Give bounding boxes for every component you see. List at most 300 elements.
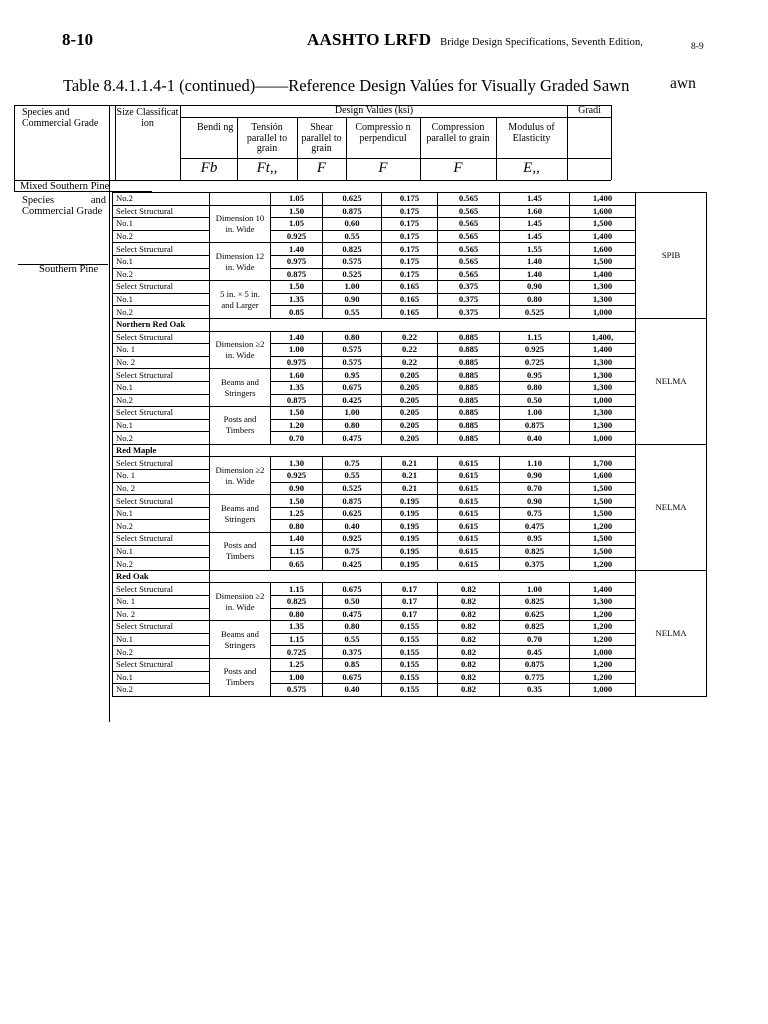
value-cell: 1.00 <box>323 281 382 294</box>
table-row <box>113 457 707 470</box>
value-cell: 1.05 <box>271 193 323 206</box>
value-cell: 0.40 <box>500 432 570 445</box>
value-cell: 1.20 <box>271 419 323 432</box>
value-cell: 0.615 <box>438 457 500 470</box>
value-cell: 0.375 <box>438 293 500 306</box>
value-cell: 0.525 <box>323 268 382 281</box>
header-design-values: Design Valúes (ksi) <box>334 105 414 116</box>
value-cell: 1.50 <box>271 407 323 420</box>
header-bending: Bendi ng <box>197 122 234 133</box>
grade-cell: No.2 <box>113 684 210 697</box>
value-cell: 1.00 <box>271 671 323 684</box>
size-classification <box>210 193 271 206</box>
symbol-e: E,, <box>523 160 540 176</box>
grading-agency: SPIB <box>636 193 707 319</box>
value-cell: 0.875 <box>323 495 382 508</box>
size-classification: Posts and Timbers <box>210 533 271 571</box>
value-cell: 1.00 <box>500 583 570 596</box>
value-cell: 1,500 <box>570 533 636 546</box>
grading-agency: NELMA <box>636 318 707 444</box>
value-cell: 0.82 <box>438 583 500 596</box>
grade-cell: No.2 <box>113 558 210 571</box>
value-cell: 1,200 <box>570 558 636 571</box>
value-cell: 0.875 <box>271 394 323 407</box>
value-cell: 1,500 <box>570 507 636 520</box>
value-cell: 0.925 <box>323 533 382 546</box>
value-cell: 1,500 <box>570 495 636 508</box>
grade-cell: No.2 <box>113 432 210 445</box>
grade-cell: No.2 <box>113 306 210 319</box>
grade-cell: Select Structural <box>113 407 210 420</box>
table-row <box>113 268 707 281</box>
table-row <box>113 633 707 646</box>
species-section-name: Northern Red Oak <box>113 318 210 331</box>
value-cell: 1,000 <box>570 394 636 407</box>
value-cell: 1.25 <box>271 658 323 671</box>
value-cell: 0.885 <box>438 419 500 432</box>
header-comp-perp: Compressio n perpendicul <box>355 122 411 144</box>
value-cell: 0.195 <box>382 533 438 546</box>
value-cell: 1.10 <box>500 457 570 470</box>
value-cell: 0.575 <box>323 255 382 268</box>
value-cell: 0.525 <box>323 482 382 495</box>
grade-cell: No. 1 <box>113 596 210 609</box>
value-cell: 1,300 <box>570 407 636 420</box>
value-cell: 1.45 <box>500 218 570 231</box>
value-cell: 0.175 <box>382 205 438 218</box>
value-cell: 0.40 <box>323 520 382 533</box>
table-row <box>113 419 707 432</box>
value-cell: 0.675 <box>323 583 382 596</box>
grade-cell: No. 2 <box>113 356 210 369</box>
value-cell: 1,000 <box>570 306 636 319</box>
table-row <box>113 545 707 558</box>
value-cell: 0.80 <box>500 381 570 394</box>
value-cell: 0.825 <box>500 621 570 634</box>
value-cell: 1,200 <box>570 671 636 684</box>
table-row <box>113 407 707 420</box>
value-cell: 0.165 <box>382 293 438 306</box>
value-cell: 0.615 <box>438 545 500 558</box>
value-cell: 1,700 <box>570 457 636 470</box>
value-cell: 0.80 <box>323 621 382 634</box>
value-cell: 0.45 <box>500 646 570 659</box>
value-cell: 0.22 <box>382 331 438 344</box>
value-cell: 0.885 <box>438 344 500 357</box>
size-classification: Posts and Timbers <box>210 658 271 696</box>
value-cell: 1.15 <box>500 331 570 344</box>
value-cell: 0.885 <box>438 356 500 369</box>
table-row <box>113 344 707 357</box>
size-classification: Posts and Timbers <box>210 407 271 445</box>
size-classification: Beams and Stringers <box>210 369 271 407</box>
value-cell: 1,600 <box>570 470 636 483</box>
grade-cell: Select Structural <box>113 583 210 596</box>
value-cell: 1.30 <box>271 457 323 470</box>
grade-cell: No.2 <box>113 394 210 407</box>
value-cell: 0.375 <box>323 646 382 659</box>
species-section-name: Red Maple <box>113 444 210 457</box>
value-cell: 0.40 <box>323 684 382 697</box>
grade-cell: Select Structural <box>113 331 210 344</box>
species-repeat-label: Species and Commercial Grade <box>22 195 106 217</box>
value-cell: 1,400 <box>570 583 636 596</box>
value-cell: 0.195 <box>382 507 438 520</box>
value-cell: 1.50 <box>271 281 323 294</box>
table-caption: Table 8.4.1.1.4-1 (continued)——Reference Design Valúes for Visually Graded Sawn <box>63 76 630 95</box>
grade-cell: No.1 <box>113 671 210 684</box>
value-cell: 1.15 <box>271 545 323 558</box>
value-cell: 0.205 <box>382 407 438 420</box>
value-cell: 1.35 <box>271 381 323 394</box>
value-cell: 1,000 <box>570 646 636 659</box>
grading-agency: NELMA <box>636 444 707 570</box>
grade-cell: No. 2 <box>113 482 210 495</box>
value-cell: 0.725 <box>271 646 323 659</box>
page-number-left: 8-10 <box>62 30 94 49</box>
value-cell: 0.205 <box>382 394 438 407</box>
value-cell: 0.625 <box>500 608 570 621</box>
value-cell: 0.90 <box>500 495 570 508</box>
header-left-border <box>14 105 15 192</box>
species-section-row <box>113 570 707 583</box>
header-species: Species and Commercial Grade <box>22 107 99 129</box>
value-cell: 0.175 <box>382 193 438 206</box>
value-cell: 0.90 <box>323 293 382 306</box>
header-size: Size Classificat ion <box>116 107 179 129</box>
value-cell: 0.615 <box>438 507 500 520</box>
value-cell: 0.165 <box>382 306 438 319</box>
value-cell: 0.21 <box>382 457 438 470</box>
grade-cell: No.1 <box>113 633 210 646</box>
value-cell: 0.195 <box>382 495 438 508</box>
value-cell: 1,000 <box>570 432 636 445</box>
table-row <box>113 243 707 256</box>
value-cell: 0.425 <box>323 558 382 571</box>
value-cell: 0.615 <box>438 533 500 546</box>
value-cell: 0.375 <box>438 306 500 319</box>
table-row <box>113 306 707 319</box>
table-row <box>113 394 707 407</box>
value-cell: 0.55 <box>323 230 382 243</box>
size-classification: Beams and Stringers <box>210 495 271 533</box>
value-cell: 1.00 <box>323 407 382 420</box>
symbol-ft: Ft,, <box>256 160 278 176</box>
left-margin-rule <box>109 105 110 722</box>
value-cell: 0.50 <box>500 394 570 407</box>
value-cell: 0.875 <box>271 268 323 281</box>
value-cell: 1,300 <box>570 596 636 609</box>
value-cell: 1,400, <box>570 331 636 344</box>
value-cell: 0.155 <box>382 671 438 684</box>
grade-cell: No.1 <box>113 255 210 268</box>
value-cell: 0.375 <box>438 281 500 294</box>
value-cell: 0.875 <box>500 658 570 671</box>
value-cell: 1,400 <box>570 230 636 243</box>
size-classification: Dimension ≥2 in. Wide <box>210 457 271 495</box>
value-cell: 1,200 <box>570 658 636 671</box>
value-cell: 0.90 <box>500 281 570 294</box>
value-cell: 0.825 <box>271 596 323 609</box>
species-section-name: Red Oak <box>113 570 210 583</box>
value-cell: 0.35 <box>500 684 570 697</box>
value-cell: 0.195 <box>382 545 438 558</box>
table-row <box>113 558 707 571</box>
grade-cell: No.1 <box>113 507 210 520</box>
value-cell: 0.565 <box>438 268 500 281</box>
table-row <box>113 281 707 294</box>
value-cell: 0.565 <box>438 218 500 231</box>
size-classification: Dimension ≥2 in. Wide <box>210 331 271 369</box>
table-row <box>113 658 707 671</box>
value-cell: 1,300 <box>570 419 636 432</box>
header-shear: Shear parallel to grain <box>301 122 342 154</box>
value-cell: 1,300 <box>570 356 636 369</box>
value-cell: 0.615 <box>438 495 500 508</box>
value-cell: 1,300 <box>570 293 636 306</box>
value-cell: 0.675 <box>323 671 382 684</box>
grade-cell: No.1 <box>113 419 210 432</box>
value-cell: 0.90 <box>271 482 323 495</box>
value-cell: 0.85 <box>271 306 323 319</box>
grade-cell: Select Structural <box>113 243 210 256</box>
table-row <box>113 495 707 508</box>
value-cell: 1,300 <box>570 381 636 394</box>
value-cell: 1.60 <box>271 369 323 382</box>
caption-overflow: awn <box>670 75 696 92</box>
value-cell: 0.575 <box>323 356 382 369</box>
value-cell: 1,500 <box>570 255 636 268</box>
design-values-table <box>112 192 707 697</box>
value-cell: 0.825 <box>500 545 570 558</box>
value-cell: 0.75 <box>323 545 382 558</box>
value-cell: 0.925 <box>271 230 323 243</box>
value-cell: 0.17 <box>382 583 438 596</box>
value-cell: 0.565 <box>438 205 500 218</box>
value-cell: 1,200 <box>570 608 636 621</box>
header-modulus: Modulus of Elasticity <box>508 122 555 144</box>
grade-cell: No.2 <box>113 193 210 206</box>
header-comp-par: Compression parallel to grain <box>426 122 490 144</box>
size-classification: Beams and Stringers <box>210 621 271 659</box>
value-cell: 0.615 <box>438 470 500 483</box>
value-cell: 0.205 <box>382 432 438 445</box>
value-cell: 0.95 <box>500 533 570 546</box>
symbol-fc: F <box>453 160 463 176</box>
value-cell: 1.45 <box>500 230 570 243</box>
page-number-right: 8-9 <box>691 42 704 52</box>
table-row <box>113 608 707 621</box>
value-cell: 0.775 <box>500 671 570 684</box>
grade-cell: No. 1 <box>113 470 210 483</box>
value-cell: 0.155 <box>382 658 438 671</box>
grade-cell: No.2 <box>113 230 210 243</box>
value-cell: 0.17 <box>382 608 438 621</box>
value-cell: 0.525 <box>500 306 570 319</box>
value-cell: 0.75 <box>323 457 382 470</box>
value-cell: 0.195 <box>382 558 438 571</box>
table-row <box>113 482 707 495</box>
value-cell: 0.975 <box>271 356 323 369</box>
value-cell: 0.175 <box>382 218 438 231</box>
running-title <box>307 30 643 50</box>
value-cell: 0.55 <box>323 633 382 646</box>
empty-cell <box>210 444 636 457</box>
value-cell: 0.22 <box>382 344 438 357</box>
value-cell: 1.25 <box>271 507 323 520</box>
value-cell: 0.80 <box>323 419 382 432</box>
value-cell: 0.885 <box>438 381 500 394</box>
size-classification: Dimension ≥2 in. Wide <box>210 583 271 621</box>
table-row <box>113 193 707 206</box>
grade-cell: No.1 <box>113 545 210 558</box>
table-row <box>113 684 707 697</box>
value-cell: 1.50 <box>271 495 323 508</box>
table-row <box>113 369 707 382</box>
value-cell: 1,300 <box>570 369 636 382</box>
value-cell: 1,000 <box>570 684 636 697</box>
grade-cell: No. 1 <box>113 344 210 357</box>
value-cell: 0.475 <box>323 608 382 621</box>
table-row <box>113 432 707 445</box>
value-cell: 0.175 <box>382 268 438 281</box>
grading-agency: NELMA <box>636 570 707 696</box>
header-grading: Gradi <box>578 105 601 116</box>
value-cell: 0.565 <box>438 230 500 243</box>
value-cell: 0.70 <box>271 432 323 445</box>
table-row <box>113 671 707 684</box>
value-cell: 0.975 <box>271 255 323 268</box>
grade-cell: No. 2 <box>113 608 210 621</box>
symbol-fv: F <box>316 160 327 176</box>
value-cell: 0.615 <box>438 520 500 533</box>
table-row <box>113 218 707 231</box>
value-cell: 0.82 <box>438 646 500 659</box>
value-cell: 1.15 <box>271 633 323 646</box>
southern-pine-label: Southern Pine <box>39 264 99 275</box>
value-cell: 0.825 <box>323 243 382 256</box>
value-cell: 0.80 <box>500 293 570 306</box>
table-row <box>113 533 707 546</box>
header-symbol-rule <box>180 158 611 159</box>
value-cell: 1.50 <box>271 205 323 218</box>
value-cell: 0.625 <box>323 507 382 520</box>
value-cell: 1,300 <box>570 281 636 294</box>
grade-cell: Select Structural <box>113 621 210 634</box>
value-cell: 0.17 <box>382 596 438 609</box>
value-cell: 0.885 <box>438 394 500 407</box>
value-cell: 1.55 <box>500 243 570 256</box>
value-cell: 0.55 <box>323 470 382 483</box>
grade-cell: No.1 <box>113 218 210 231</box>
value-cell: 0.205 <box>382 369 438 382</box>
value-cell: 0.625 <box>323 193 382 206</box>
value-cell: 1,200 <box>570 520 636 533</box>
value-cell: 0.885 <box>438 331 500 344</box>
value-cell: 0.155 <box>382 621 438 634</box>
value-cell: 1.45 <box>500 193 570 206</box>
value-cell: 1.40 <box>271 331 323 344</box>
grade-cell: Select Structural <box>113 457 210 470</box>
value-cell: 1,600 <box>570 205 636 218</box>
value-cell: 0.82 <box>438 621 500 634</box>
value-cell: 0.82 <box>438 671 500 684</box>
value-cell: 1,400 <box>570 268 636 281</box>
value-cell: 0.175 <box>382 230 438 243</box>
value-cell: 0.80 <box>271 608 323 621</box>
grade-cell: Select Structural <box>113 369 210 382</box>
table-row <box>113 621 707 634</box>
value-cell: 0.60 <box>323 218 382 231</box>
value-cell: 1.05 <box>271 218 323 231</box>
value-cell: 0.55 <box>323 306 382 319</box>
size-classification: Dimension 12 in. Wide <box>210 243 271 281</box>
empty-cell <box>210 570 636 583</box>
table-row <box>113 583 707 596</box>
value-cell: 0.82 <box>438 633 500 646</box>
header-right-border <box>611 105 612 180</box>
value-cell: 0.155 <box>382 684 438 697</box>
value-cell: 0.82 <box>438 596 500 609</box>
value-cell: 0.925 <box>500 344 570 357</box>
value-cell: 0.565 <box>438 255 500 268</box>
value-cell: 0.195 <box>382 520 438 533</box>
value-cell: 1.35 <box>271 621 323 634</box>
value-cell: 0.565 <box>438 193 500 206</box>
value-cell: 1,400 <box>570 193 636 206</box>
value-cell: 1,200 <box>570 633 636 646</box>
table-row <box>113 255 707 268</box>
value-cell: 0.575 <box>271 684 323 697</box>
value-cell: 0.95 <box>500 369 570 382</box>
value-cell: 0.175 <box>382 243 438 256</box>
value-cell: 1,500 <box>570 218 636 231</box>
species-section-row <box>113 318 707 331</box>
grade-cell: Select Structural <box>113 205 210 218</box>
value-cell: 1,500 <box>570 482 636 495</box>
value-cell: 0.885 <box>438 369 500 382</box>
value-cell: 0.725 <box>500 356 570 369</box>
empty-cell <box>210 318 636 331</box>
value-cell: 0.885 <box>438 432 500 445</box>
header-sub-rule <box>180 117 611 118</box>
value-cell: 0.22 <box>382 356 438 369</box>
value-cell: 0.575 <box>323 344 382 357</box>
grade-cell: Select Structural <box>113 495 210 508</box>
value-cell: 0.21 <box>382 482 438 495</box>
value-cell: 0.75 <box>500 507 570 520</box>
symbol-fcp: F <box>378 160 388 176</box>
table-row <box>113 205 707 218</box>
value-cell: 1,200 <box>570 621 636 634</box>
size-classification: Dimension 10 in. Wide <box>210 205 271 243</box>
value-cell: 1.15 <box>271 583 323 596</box>
value-cell: 0.615 <box>438 482 500 495</box>
value-cell: 0.825 <box>500 596 570 609</box>
value-cell: 0.885 <box>438 407 500 420</box>
size-classification: 5 in. × 5 in. and Larger <box>210 281 271 319</box>
value-cell: 0.50 <box>323 596 382 609</box>
species-section-row <box>113 444 707 457</box>
grade-cell: No.1 <box>113 381 210 394</box>
value-cell: 1.40 <box>271 243 323 256</box>
value-cell: 0.205 <box>382 381 438 394</box>
table-row <box>113 596 707 609</box>
value-cell: 0.70 <box>500 482 570 495</box>
value-cell: 0.85 <box>323 658 382 671</box>
grade-cell: Select Structural <box>113 533 210 546</box>
table-row <box>113 520 707 533</box>
